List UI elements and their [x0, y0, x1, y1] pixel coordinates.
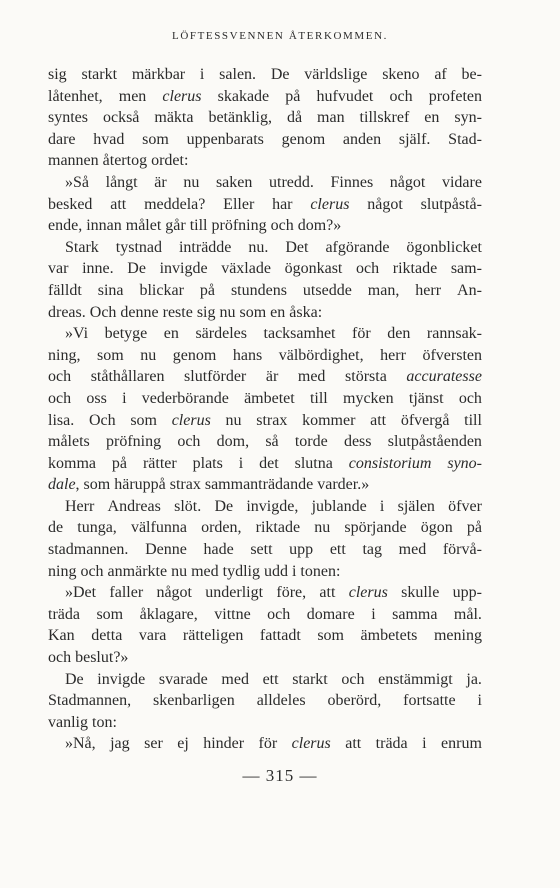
- word: vittne: [214, 605, 251, 623]
- text-line: [48, 258, 482, 280]
- word: mäkta: [154, 109, 194, 127]
- word: och: [177, 433, 201, 451]
- word: Andreas: [107, 497, 161, 515]
- word: att: [370, 411, 387, 429]
- word: fälldt: [48, 281, 82, 299]
- word: och: [48, 389, 72, 407]
- word: på: [466, 519, 482, 537]
- word: målets: [48, 433, 90, 451]
- word: Herr: [65, 497, 95, 515]
- word: själen: [397, 497, 435, 515]
- word: den: [387, 325, 411, 343]
- word: dom,: [216, 433, 250, 451]
- word: accuratesse: [406, 368, 482, 386]
- word: hvad: [93, 130, 125, 148]
- word: ja.: [466, 670, 482, 688]
- word: Finnes: [330, 173, 374, 191]
- word: största: [345, 368, 387, 386]
- word: för: [352, 325, 371, 343]
- word: syno-: [447, 454, 482, 472]
- text-line: [48, 215, 482, 237]
- word: själf.: [398, 130, 431, 148]
- text-run: vanlig ton:: [48, 713, 117, 731]
- word: uppenbarats: [186, 130, 264, 148]
- word: clerus: [291, 735, 331, 753]
- word: lisa.: [48, 411, 75, 429]
- word: rannsak-: [426, 325, 482, 343]
- word: på: [285, 87, 301, 105]
- word: Denne: [145, 541, 187, 559]
- word: meddela?: [144, 195, 206, 213]
- word: skulle: [401, 584, 440, 602]
- word: slutförder: [184, 368, 247, 386]
- text-line: [48, 302, 482, 324]
- word: och: [48, 368, 72, 386]
- word: besked: [48, 195, 93, 213]
- word: ej: [177, 735, 189, 753]
- word: invigde: [97, 670, 146, 688]
- word: har: [272, 195, 293, 213]
- word: vidare: [441, 173, 482, 191]
- text-line: [48, 474, 482, 496]
- text-line: [48, 194, 482, 216]
- text-line: [48, 107, 482, 129]
- word: oss: [86, 389, 107, 407]
- text-line: [48, 431, 482, 453]
- word: skakade: [217, 87, 270, 105]
- word: ämbetets: [360, 627, 418, 645]
- word: detta: [91, 627, 123, 645]
- word: så: [265, 433, 279, 451]
- word: låtenhet,: [48, 87, 103, 105]
- word: ser: [144, 735, 163, 753]
- word: man: [317, 109, 345, 127]
- word: Eller: [223, 195, 255, 213]
- word: ögon: [420, 519, 453, 537]
- word: upp: [289, 541, 314, 559]
- text-line: [48, 150, 482, 172]
- word: hans: [232, 346, 263, 364]
- word: spörjande: [344, 519, 407, 537]
- word: dare: [48, 130, 76, 148]
- word: hufvudet: [316, 87, 374, 105]
- word: att: [319, 584, 336, 602]
- word: mycken: [343, 389, 394, 407]
- word: samma: [392, 605, 438, 623]
- word: »Så: [65, 173, 89, 191]
- text-line: [48, 388, 482, 410]
- word: och: [267, 605, 291, 623]
- text-line: [48, 453, 482, 475]
- word: utredd.: [269, 173, 314, 191]
- word: rätter: [142, 454, 177, 472]
- word: en: [163, 325, 179, 343]
- word: Det: [285, 238, 309, 256]
- word: utsedde: [302, 281, 352, 299]
- text-run: mannen återtog ordet:: [48, 152, 189, 170]
- word: sam-: [450, 260, 482, 278]
- word: »Nå,: [65, 735, 96, 753]
- word: sig: [48, 66, 67, 83]
- word: tjänst: [408, 389, 444, 407]
- word: invigde,: [246, 497, 299, 515]
- text-line: [48, 712, 482, 734]
- word: enstämmigt: [378, 670, 453, 688]
- word: ögonblicket: [406, 238, 482, 256]
- word: stadmannen.: [48, 541, 129, 559]
- word: med: [297, 368, 326, 386]
- word: orden,: [201, 519, 242, 537]
- word: tillskref: [359, 109, 410, 127]
- word: tystnad: [115, 238, 162, 256]
- word: världslige: [304, 66, 368, 83]
- word: något: [389, 173, 426, 191]
- word: fortsatte: [403, 692, 456, 710]
- word: för: [258, 735, 278, 753]
- word: fattadt: [259, 627, 301, 645]
- word: stundens: [230, 281, 287, 299]
- word: skeno: [382, 66, 420, 83]
- word: »Det: [65, 584, 97, 602]
- word: riktade: [255, 519, 301, 537]
- word: kommer: [302, 411, 356, 429]
- text-line: [48, 129, 482, 151]
- word: Kan: [48, 627, 75, 645]
- word: be-: [461, 66, 482, 83]
- word: torde: [294, 433, 328, 451]
- word: med: [398, 541, 427, 559]
- word: träda: [48, 605, 80, 623]
- word: och: [458, 389, 482, 407]
- text-line: [48, 64, 482, 86]
- word: strax: [256, 411, 288, 429]
- text-line: [48, 669, 482, 691]
- word: vara: [138, 627, 167, 645]
- word: ögonkast: [284, 260, 343, 278]
- word: blickar: [139, 281, 184, 299]
- word: sina: [97, 281, 124, 299]
- word: slutpåstå-: [420, 195, 482, 213]
- word: något: [367, 195, 403, 213]
- word: mål.: [453, 605, 482, 623]
- word: ståthållaren: [90, 368, 165, 386]
- text-line: [48, 410, 482, 432]
- word: afgörande: [325, 238, 390, 256]
- page-body-text: [48, 64, 482, 755]
- word: en: [424, 109, 440, 127]
- word: till: [309, 389, 328, 407]
- word: som: [142, 130, 169, 148]
- word: mening: [433, 627, 482, 645]
- text-line: [48, 582, 482, 604]
- word: svarade: [158, 670, 208, 688]
- word: »Vi: [65, 325, 89, 343]
- word: åklagare,: [139, 605, 198, 623]
- word: med: [221, 670, 249, 688]
- text-line: [48, 86, 482, 108]
- word: som: [130, 411, 157, 429]
- word: slöt.: [174, 497, 202, 515]
- word: jag: [110, 735, 130, 753]
- word: och: [356, 260, 380, 278]
- text-line: [48, 280, 482, 302]
- word: faller: [109, 584, 144, 602]
- word: de: [48, 519, 64, 537]
- text-line: [48, 366, 482, 388]
- word: An-: [457, 281, 482, 299]
- word: riktade: [392, 260, 438, 278]
- word: i: [477, 692, 482, 710]
- word: vederbörande: [141, 389, 229, 407]
- word: nu: [314, 519, 331, 537]
- word: De: [65, 670, 84, 688]
- word: jublande: [311, 497, 367, 515]
- word: Stad-: [448, 130, 482, 148]
- word: clerus: [310, 195, 350, 213]
- word: långt: [105, 173, 138, 191]
- word: nu: [183, 173, 200, 191]
- word: Stadmannen,: [48, 692, 132, 710]
- text-run: ning och anmärkte nu med tydlig udd i tonen:: [48, 562, 341, 580]
- text-run: och beslut?»: [48, 649, 129, 667]
- text-line: [48, 647, 482, 669]
- running-header: LÖFTESSVENNEN ÅTERKOMMEN.: [172, 30, 388, 42]
- text-line: [48, 625, 482, 647]
- word: välfunna: [130, 519, 187, 537]
- word: och: [389, 87, 413, 105]
- word: genom: [172, 346, 217, 364]
- word: i: [122, 389, 127, 407]
- word: ämbetet: [244, 389, 295, 407]
- word: att: [110, 195, 127, 213]
- word: ning,: [48, 346, 81, 364]
- word: inträdde: [178, 238, 232, 256]
- text-run: dale: [48, 476, 76, 494]
- word: De: [214, 497, 234, 515]
- word: öfver: [448, 497, 482, 515]
- word: träda: [375, 735, 408, 753]
- word: Stark: [65, 238, 99, 256]
- word: clerus: [162, 87, 202, 105]
- word: tag: [362, 541, 382, 559]
- word: plats: [192, 454, 223, 472]
- word: anden: [342, 130, 382, 148]
- word: var: [48, 260, 69, 278]
- word: är: [154, 173, 167, 191]
- text-line: [48, 517, 482, 539]
- word: som: [97, 346, 124, 364]
- word: nu: [140, 346, 157, 364]
- word: underligt: [205, 584, 264, 602]
- word: upp-: [452, 584, 482, 602]
- word: slutpåståenden: [387, 433, 482, 451]
- word: herr: [380, 346, 406, 364]
- word: växlade: [221, 260, 271, 278]
- word: invigde: [159, 260, 208, 278]
- word: alldeles: [256, 692, 306, 710]
- text-line: [48, 172, 482, 194]
- word: i: [238, 454, 244, 472]
- word: genom: [281, 130, 326, 148]
- word: clerus: [348, 584, 388, 602]
- text-line: [48, 561, 482, 583]
- word: ett: [262, 670, 279, 688]
- word: öfvergå: [400, 411, 450, 429]
- word: förvå-: [442, 541, 482, 559]
- word: det: [259, 454, 279, 472]
- word: profeten: [428, 87, 482, 105]
- word: inne.: [82, 260, 114, 278]
- text-run: ende, innan målet går till pröfning och dom?»: [48, 217, 342, 235]
- word: clerus: [171, 411, 211, 429]
- word: syn-: [454, 109, 482, 127]
- word: också: [102, 109, 140, 127]
- word: tacksamhet: [263, 325, 336, 343]
- word: consistorium: [348, 454, 432, 472]
- word: i: [379, 497, 385, 515]
- word: rätteligen: [182, 627, 244, 645]
- text-line: [48, 690, 482, 712]
- word: man,: [367, 281, 400, 299]
- word: skenbarligen: [153, 692, 235, 710]
- word: oberörd,: [327, 692, 382, 710]
- word: hade: [203, 541, 234, 559]
- word: är: [265, 368, 279, 386]
- word: saken: [215, 173, 253, 191]
- word: i: [422, 735, 427, 753]
- text-line: [48, 539, 482, 561]
- word: på: [111, 454, 128, 472]
- word: välbördighet,: [278, 346, 364, 364]
- word: i: [199, 66, 205, 83]
- text-run: , som häruppå strax sammanträdande varder.»: [75, 476, 370, 494]
- word: och: [341, 670, 365, 688]
- word: pröfning: [105, 433, 162, 451]
- word: särdeles: [195, 325, 247, 343]
- text-line: [48, 237, 482, 259]
- word: till: [464, 411, 482, 429]
- word: då: [286, 109, 303, 127]
- word: starkt: [81, 66, 118, 83]
- word: något: [156, 584, 192, 602]
- word: komma: [48, 454, 96, 472]
- text-line: [48, 323, 482, 345]
- word: starkt: [292, 670, 328, 688]
- word: öfversten: [422, 346, 482, 364]
- word: enrum: [441, 735, 482, 753]
- word: slutna: [294, 454, 333, 472]
- text-line: [48, 733, 482, 755]
- word: märkbar: [131, 66, 186, 83]
- word: De: [270, 66, 290, 83]
- text-line: [48, 496, 482, 518]
- word: De: [127, 260, 146, 278]
- text-run: dreas. Och denne reste sig nu som en åska:: [48, 303, 323, 321]
- word: sett: [250, 541, 273, 559]
- word: på: [199, 281, 215, 299]
- page-number: — 315 —: [242, 766, 318, 785]
- word: betyge: [104, 325, 148, 343]
- word: som: [317, 627, 344, 645]
- word: tunga,: [77, 519, 117, 537]
- word: Och: [88, 411, 116, 429]
- word: nu: [225, 411, 242, 429]
- word: salen.: [219, 66, 257, 83]
- word: men: [118, 87, 147, 105]
- word: att: [345, 735, 362, 753]
- word: dess: [343, 433, 372, 451]
- word: herr: [415, 281, 442, 299]
- word: ett: [329, 541, 346, 559]
- word: nu.: [248, 238, 269, 256]
- text-line: [48, 345, 482, 367]
- word: som: [96, 605, 124, 623]
- word: betänklig,: [208, 109, 272, 127]
- word: syntes: [48, 109, 88, 127]
- word: före,: [276, 584, 307, 602]
- word: hinder: [203, 735, 245, 753]
- word: i: [371, 605, 376, 623]
- word: domare: [306, 605, 355, 623]
- text-line: [48, 604, 482, 626]
- word: af: [434, 66, 447, 83]
